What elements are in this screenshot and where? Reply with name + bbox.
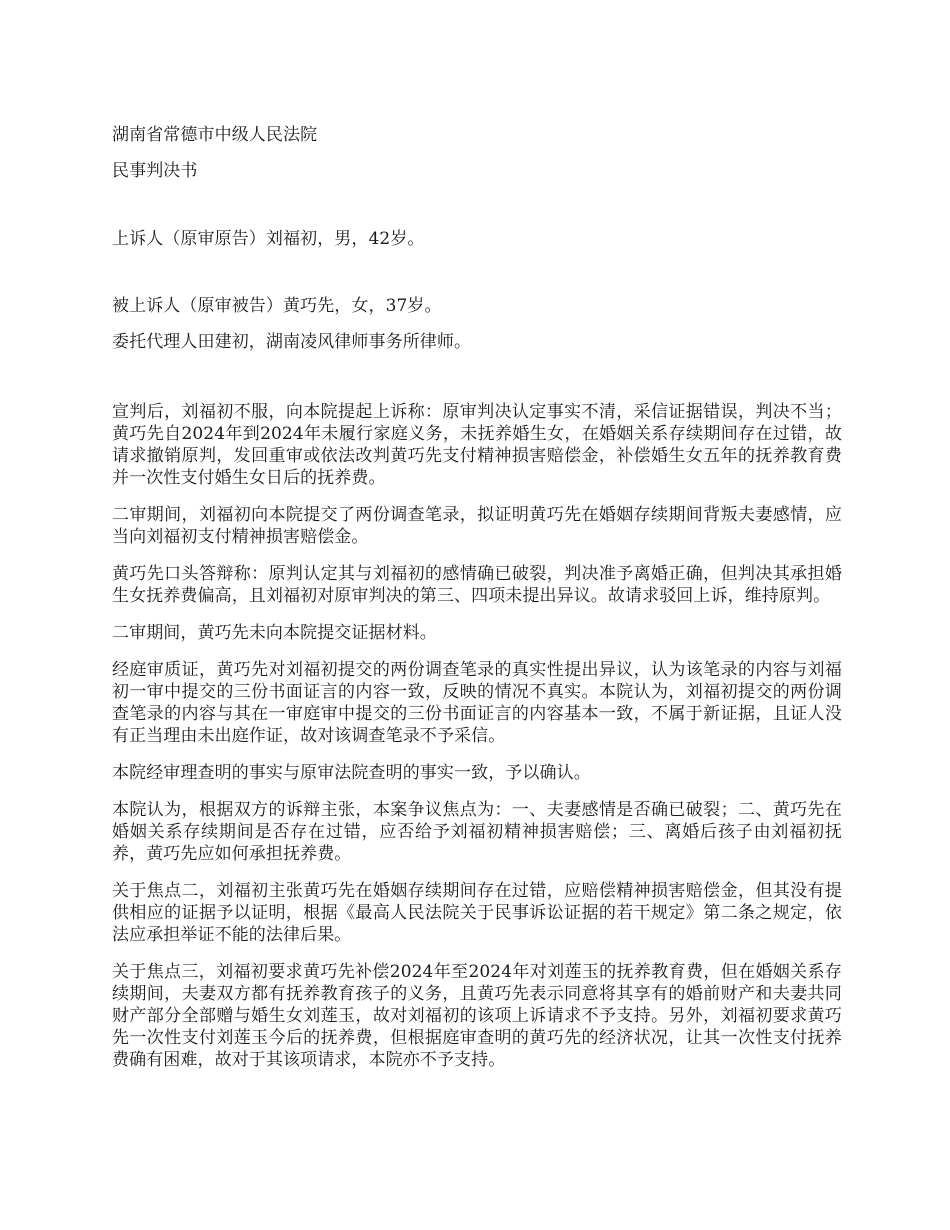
paragraph-appellee-evidence: 二审期间，黄巧先未向本院提交证据材料。 — [112, 623, 437, 643]
document-type: 民事判决书 — [112, 161, 198, 181]
paragraph-appellee-defense: 黄巧先口头答辩称：原判认定其与刘福初的感情确已破裂，判决准予离婚正确，但判决其承担婚生女抚养费偏高，且刘福初对原审判决的第三、四项未提出异议。故请求驳回上诉，维持原判。 — [112, 564, 842, 606]
court-name: 湖南省常德市中级人民法院 — [112, 125, 318, 145]
paragraph-focus-three: 关于焦点三，刘福初要求黄巧先补偿2024年至2024年对刘莲玉的抚养教育费，但在婚姻关系存续期间，夫妻双方都有抚养教育孩子的义务，且黄巧先表示同意将其享有的婚前财产和夫妻共同财产部分全部赠与婚生女刘莲玉，故对刘福初的该项上诉请求不予支持。另外，刘福初要求黄巧先一次性支付刘莲玉今后的抚养费，但根据庭审查明的黄巧先的经济状况，让其一次性支付抚养费确有困难，故对于其该项请求，本院亦不予支持。 — [112, 962, 842, 1070]
agent-info: 委托代理人田建初，湖南凌风律师事务所律师。 — [112, 332, 472, 352]
paragraph-appeal-claim: 宣判后，刘福初不服，向本院提起上诉称：原审判决认定事实不清，采信证据错误，判决不当；黄巧先自2024年到2024年未履行家庭义务，未抚养婚生女，在婚姻关系存续期间存在过错，故请求撤销原判，发回重审或依法改判黄巧先支付精神损害赔偿金，补偿婚生女五年的抚养教育费并一次性支付婚生女日后的抚养费。 — [112, 402, 842, 488]
appellee-info: 被上诉人（原审被告）黄巧先，女，37岁。 — [112, 296, 442, 316]
paragraph-focus-two: 关于焦点二，刘福初主张黄巧先在婚姻存续期间存在过错，应赔偿精神损害赔偿金，但其没有提供相应的证据予以证明，根据《最高人民法院关于民事诉讼证据的若干规定》第二条之规定，依法应承担举证不能的法律后果。 — [112, 881, 842, 945]
paragraph-dispute-focus: 本院认为，根据双方的诉辩主张，本案争议焦点为：一、夫妻感情是否确已破裂；二、黄巧先在婚姻关系存续期间是否存在过错，应否给予刘福初精神损害赔偿；三、离婚后孩子由刘福初抚养，黄巧先应如何承担抚养费。 — [112, 800, 842, 864]
paragraph-facts-confirmed: 本院经审理查明的事实与原审法院查明的事实一致，予以确认。 — [112, 763, 591, 783]
judgment-document — [112, 124, 842, 1086]
appellant-info: 上诉人（原审原告）刘福初，男，42岁。 — [112, 229, 425, 249]
paragraph-cross-examination: 经庭审质证，黄巧先对刘福初提交的两份调查笔录的真实性提出异议，认为该笔录的内容与刘福初一审中提交的三份书面证言的内容一致，反映的情况不真实。本院认为，刘福初提交的两份调查笔录的内容与其在一审庭审中提交的三份书面证言的内容基本一致，不属于新证据，且证人没有正当理由未出庭作证，故对该调查笔录不予采信。 — [112, 660, 842, 746]
paragraph-appellant-evidence: 二审期间，刘福初向本院提交了两份调查笔录，拟证明黄巧先在婚姻存续期间背叛夫妻感情，应当向刘福初支付精神损害赔偿金。 — [112, 505, 842, 547]
